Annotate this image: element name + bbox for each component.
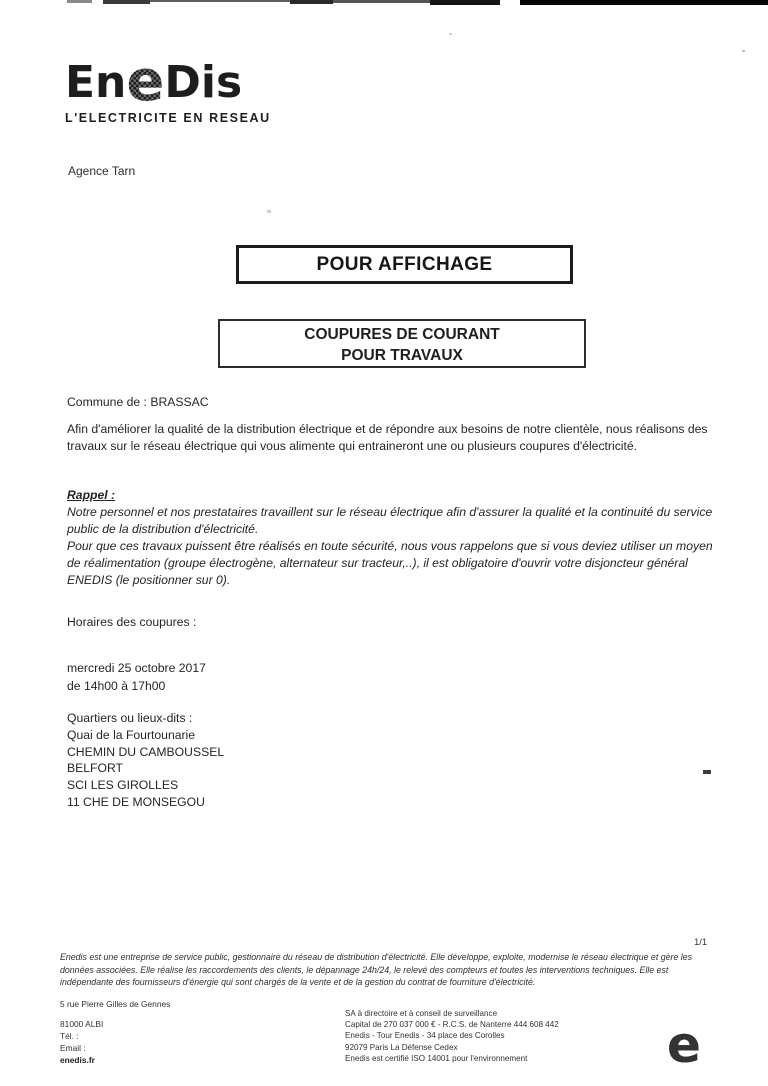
logo-text-part2: Dis xyxy=(164,57,243,108)
rappel-heading: Rappel : xyxy=(67,488,116,502)
rappel-paragraph-1: Notre personnel et nos prestataires travaillent sur le réseau électrique afin d'assurer la qualité et la continuité du service public de la distribution d'électricité. xyxy=(67,505,713,536)
place-item: CHEMIN DU CAMBOUSSEL xyxy=(67,744,225,759)
place-item: SCI LES GIROLLES xyxy=(67,778,179,793)
outage-date: mercredi 25 octobre 2017 xyxy=(67,661,206,675)
company-line: 92079 Paris La Défense Cedex xyxy=(345,1042,458,1052)
scan-dash-artifact xyxy=(703,770,711,774)
quartiers-section xyxy=(67,710,224,811)
address-city: 81000 ALBI xyxy=(60,1019,104,1029)
enedis-wordmark xyxy=(65,49,271,114)
logo-text-part1: En xyxy=(65,57,127,108)
scan-edge-artifact xyxy=(290,0,333,4)
company-line: Capital de 270 037 000 € - R.C.S. de Nanterre 444 608 442 xyxy=(345,1020,559,1030)
place-item: BELFORT xyxy=(67,761,123,776)
place-item: 11 CHE DE MONSEGOU xyxy=(67,794,205,809)
outage-schedule xyxy=(67,660,206,695)
scan-edge-artifact xyxy=(520,0,768,5)
enedis-logo xyxy=(65,49,271,125)
website-url: enedis.fr xyxy=(60,1054,95,1065)
rappel-section xyxy=(67,487,725,589)
scan-speck xyxy=(449,33,452,35)
quartiers-label: Quartiers ou lieux-dits : xyxy=(67,711,193,725)
notice-title-line2: POUR TRAVAUX xyxy=(341,347,463,364)
company-line: Enedis - Tour Enedis - 34 place des Corolles xyxy=(345,1031,505,1041)
scan-edge-artifact xyxy=(103,0,150,4)
rappel-paragraph-2: Pour que ces travaux puissent être réalisés en toute sécurité, nous vous rappelons que si vous deviez utiliser un moyen de réalimentation (groupe électrogène, alternateur sur tracteur,..), il est obligatoire d'ouvrir votre disjoncteur général ENEDIS (le positionner sur 0). xyxy=(67,539,713,587)
scan-speck xyxy=(267,210,271,213)
company-line: Enedis est certifié ISO 14001 pour l'environnement xyxy=(345,1053,528,1063)
notice-title-box xyxy=(218,319,586,368)
scan-speck xyxy=(742,50,745,52)
display-banner xyxy=(236,245,573,284)
company-line: SA à directoire et à conseil de surveillance xyxy=(345,1009,498,1018)
notice-title-line1: COUPURES DE COURANT xyxy=(304,326,500,343)
email-label: Email : xyxy=(60,1042,86,1053)
enedis-e-icon: e xyxy=(667,1016,701,1074)
scan-edge-artifact xyxy=(430,0,500,5)
enedis-emblem xyxy=(664,1016,704,1074)
agency-label: Agence Tarn xyxy=(68,164,136,178)
scan-edge-artifact xyxy=(67,0,92,3)
outage-time: de 14h00 à 17h00 xyxy=(67,678,166,693)
intro-paragraph: Afin d'améliorer la qualité de la distribution électrique et de répondre aux besoins de notre clientèle, nous réalisons des travaux sur le réseau électrique qui vous alimente qui entraineront une ou plusieurs coupures d'électricité. xyxy=(67,422,708,453)
page-number: 1/1 xyxy=(694,937,708,948)
commune-label: Commune de : BRASSAC xyxy=(67,395,209,409)
tel-label: Tél. : xyxy=(60,1030,79,1041)
scan-edge-artifact xyxy=(333,0,430,3)
company-info-column xyxy=(345,1008,559,1064)
logo-mosaic-e-icon: e xyxy=(126,49,165,114)
legal-paragraph: Enedis est une entreprise de service public, gestionnaire du réseau de distribution d'électricité. Elle développe, exploite, modernise le réseau électrique et gère les données associées. Elle réalise les raccordements des clients, le dépannage 24h/24, le relevé des compteurs et toutes les interventions techniques. Elle est indépendante des fournisseurs d'énergie qui sont chargés de la vente et de la gestion du contrat de fourniture d'électricité. xyxy=(60,952,693,988)
banner-title: POUR AFFICHAGE xyxy=(316,253,493,275)
horaires-label: Horaires des coupures : xyxy=(67,615,197,629)
scan-edge-artifact xyxy=(150,0,290,2)
logo-tagline: L'ELECTRICITE EN RESEAU xyxy=(65,111,271,125)
place-item: Quai de la Fourtounarie xyxy=(67,727,196,742)
address-street: 5 rue Pierre Gilles de Gennes xyxy=(60,999,171,1009)
address-column xyxy=(60,1019,103,1067)
